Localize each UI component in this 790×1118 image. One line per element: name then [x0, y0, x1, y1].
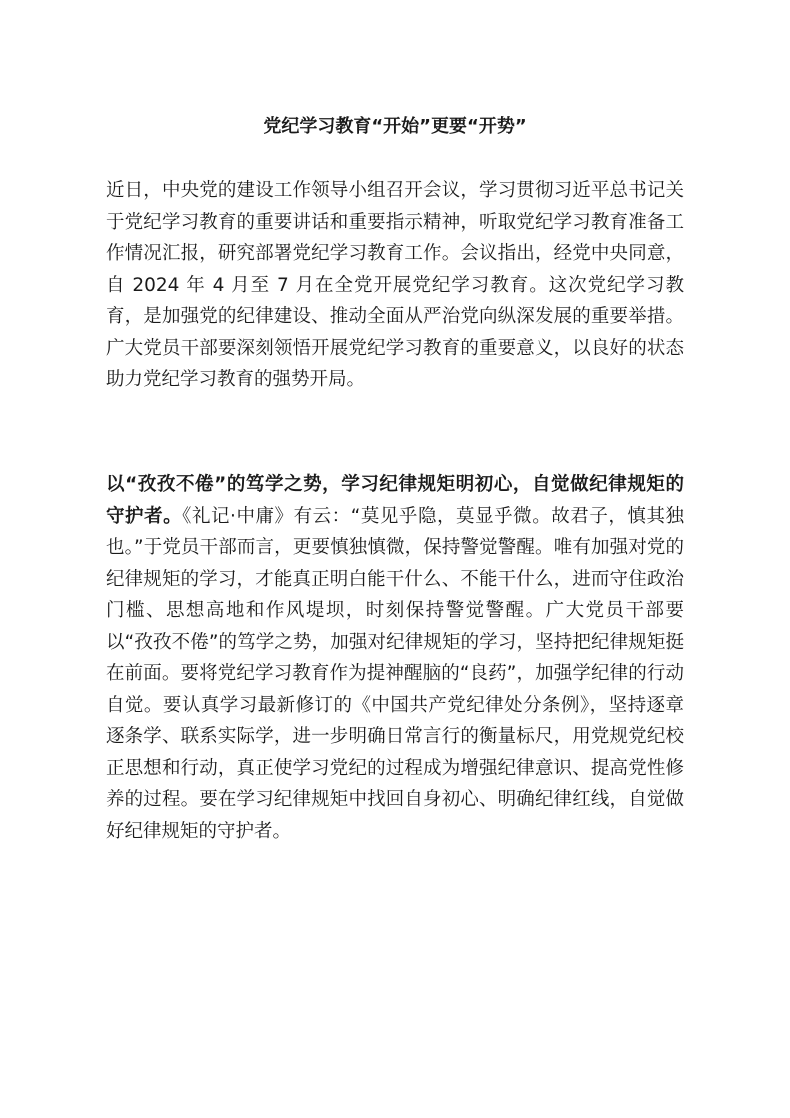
paragraph-2-text: 《礼记·中庸》有云：“莫见乎隐，莫显乎微。故君子，慎其独也。”于党员干部而言，更要慎独慎微，保持警觉警醒。唯有加强对党的纪律规矩的学习，才能真正明白能干什么、不能干什么，进而守住政治门槛、思想高地和作风堤坝，时刻保持警觉警醒。广大党员干部要以“孜孜不倦”的笃学之势，加强对纪律规矩的学习，坚持把纪律规矩挺在前面。要将党纪学习教育作为提神醒脑的“良药”，加强学纪律的行动自觉。要认真学习最新修订的《中国共产党纪律处分条例》，坚持逐章逐条学、联系实际学，进一步明确日常言行的衡量标尺，用党规党纪校正思想和行动，真正使学习党纪的过程成为增强纪律意识、提高党性修养的过程。要在学习纪律规矩中找回自身初心、明确纪律红线，自觉做好纪律规矩的守护者。 — [106, 505, 684, 842]
paragraph-1-text: 近日，中央党的建设工作领导小组召开会议，学习贯彻习近平总书记关于党纪学习教育的重要讲话和重要指示精神，听取党纪学习教育准备工作情况汇报，研究部署党纪学习教育工作。会议指出，经党中央同意，自 2024 年 4 月至 7 月在全党开展党纪学习教育。这次党纪学习教育，是加强党的纪律建设、推动全面从严治党向纵深发展的重要举措。广大党员干部要深刻领悟开展党纪学习教育的重要意义，以良好的状态助力党纪学习教育的强势开局。 — [106, 180, 684, 390]
paragraph-2-lead: 以“孜孜不倦”的笃学之势，学习纪律规矩明初心，自觉做纪律规矩的守护者。 — [106, 474, 684, 527]
paragraph-2 — [106, 469, 684, 847]
document-title: 党纪学习教育“开始”更要“开势” — [263, 116, 527, 137]
paragraph-1 — [106, 175, 684, 396]
